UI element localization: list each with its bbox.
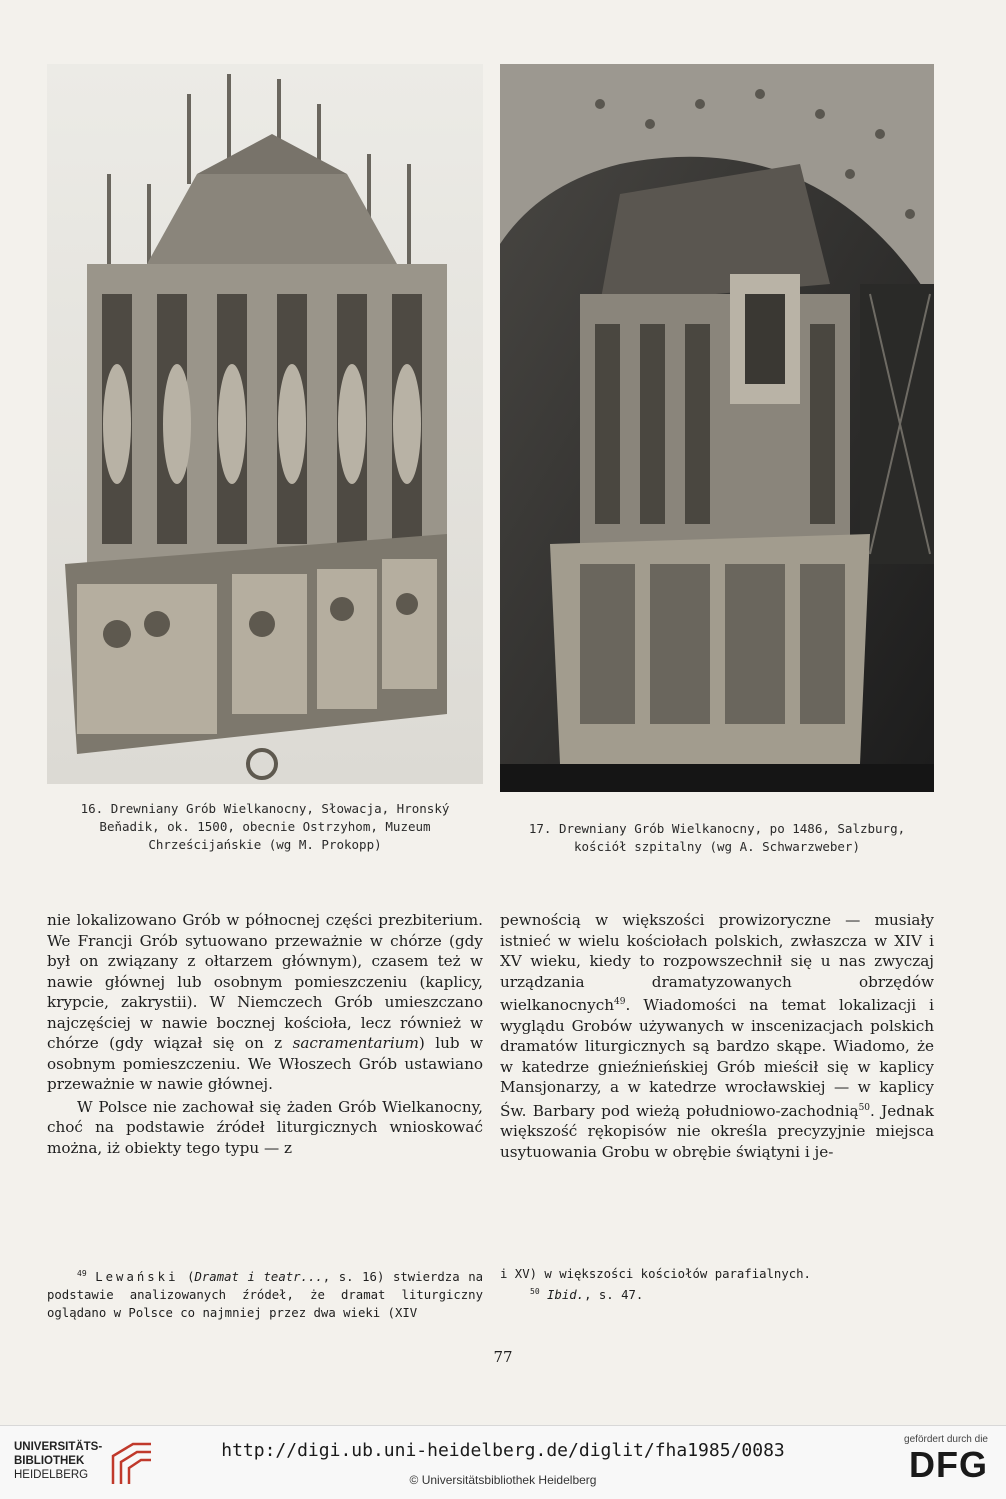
footnote-number: 49 [77, 1269, 87, 1278]
dfg-wordmark: DFG [909, 1444, 988, 1485]
footnote-continuation [500, 1265, 934, 1304]
footnote-50 [500, 1283, 934, 1304]
footnote-title: Dramat i teatr... [194, 1270, 323, 1285]
text-span: pewnością w większości prowizoryczne — musiały istnieć w wielu kościołach polskich, zwłaszcza w XIV i XV wieku, kiedy to rozpowszechnił się u nas zwyczaj urządzania dramatyzowanych obrzędów wielkanocnych [500, 911, 934, 1015]
text-span: , s. 16) stwierdza na podstawie analizowanych źródeł, że dramat liturgiczny oglądano w Polsce co najmniej przez dwa wieki (XIV [47, 1270, 484, 1321]
text-span: ( [178, 1270, 195, 1285]
footnote-author: Lewański [95, 1270, 179, 1285]
footnote-text: i XV) w większości kościołów parafialnych. [500, 1267, 811, 1281]
italic-term: sacramentarium [292, 1034, 419, 1052]
paragraph [500, 910, 934, 1162]
logo-line: UNIVERSITÄTS- [14, 1441, 103, 1453]
page-number: 77 [493, 1348, 513, 1366]
left-text-column [47, 910, 483, 1158]
dfg-logo[interactable] [872, 1434, 992, 1494]
footnote-title: Ibid. [547, 1288, 585, 1303]
paragraph [47, 910, 483, 1095]
easter-sepulchre-salzburg-photo [500, 64, 934, 792]
paragraph: W Polsce nie zachował się żaden Grób Wielkanocny, choć na podstawie źródeł liturgicznych wnioskować można, iż obiekty tego typu — z [47, 1097, 483, 1157]
copyright-notice: © Universitätsbibliothek Heidelberg [409, 1473, 597, 1487]
footnote-ref-49[interactable]: 49 [614, 997, 626, 1007]
text-span: . Jednak większość rękopisów nie określa precyzyjnie miejsca usytuowania Grobu w obrębie świątyni i je- [500, 1101, 935, 1161]
text-span: , s. 47. [584, 1288, 644, 1303]
text-span: nie lokalizowano Grób w północnej części prezbiterium. We Francji Grób sytuowano przeważnie w chórze (gdy był on związany z ołtarzem głównym), czasem też w nawie głównej lub osobnym pomieszczeniu (kaplicy, krypcie, zakrystii). W Niemczech Grób umieszczano najczęściej w nawie bocznej kościoła, lecz również w chórze (gdy wiązał się on z [47, 911, 483, 1052]
logo-line: HEIDELBERG [14, 1469, 89, 1481]
footer-bar [0, 1425, 1006, 1499]
dfg-funding-label: gefördert durch die [904, 1434, 988, 1445]
footnote-number: 50 [530, 1287, 540, 1296]
figure-16-image [47, 64, 483, 784]
text-span: . Wiadomości na temat lokalizacji i wyglądu Grobów używanych w inscenizacjach polskich dramatów liturgicznych są bardzo skąpe. Wiadomo, że w katedrze gnieźnieńskiej Grób mieścił się w kaplicy Mansjonarzy, a w katedrze wrocławskiej — w kaplicy Św. Barbary pod wieżą południowo-zachodnią [500, 996, 934, 1120]
right-text-column [500, 910, 934, 1162]
easter-sepulchre-slovakia-photo [47, 64, 483, 784]
figure-16-caption: 16. Drewniany Grób Wielkanocny, Słowacja, Hronský Beňadik, ok. 1500, obecnie Ostrzyhom, Muzeum Chrześcijańskie (wg M. Prokopp) [80, 801, 450, 852]
footnote-ref-50[interactable]: 50 [858, 1102, 871, 1113]
footnote-text [47, 1265, 483, 1322]
figure-17-caption: 17. Drewniany Grób Wielkanocny, po 1486, Salzburg, kościół szpitalny (wg A. Schwarzweber) [528, 821, 906, 854]
logo-line: BIBLIOTHEK [14, 1455, 85, 1467]
text-span: ) lub w osobnym pomieszczeniu. We Włoszech Grób ustawiano przeważnie w nawie głównej. [47, 1034, 483, 1093]
figure-17-image [500, 64, 934, 792]
footnote-49 [47, 1265, 483, 1322]
document-url-link[interactable]: http://digi.ub.uni-heidelberg.de/diglit/fha1985/0083 [221, 1440, 785, 1461]
